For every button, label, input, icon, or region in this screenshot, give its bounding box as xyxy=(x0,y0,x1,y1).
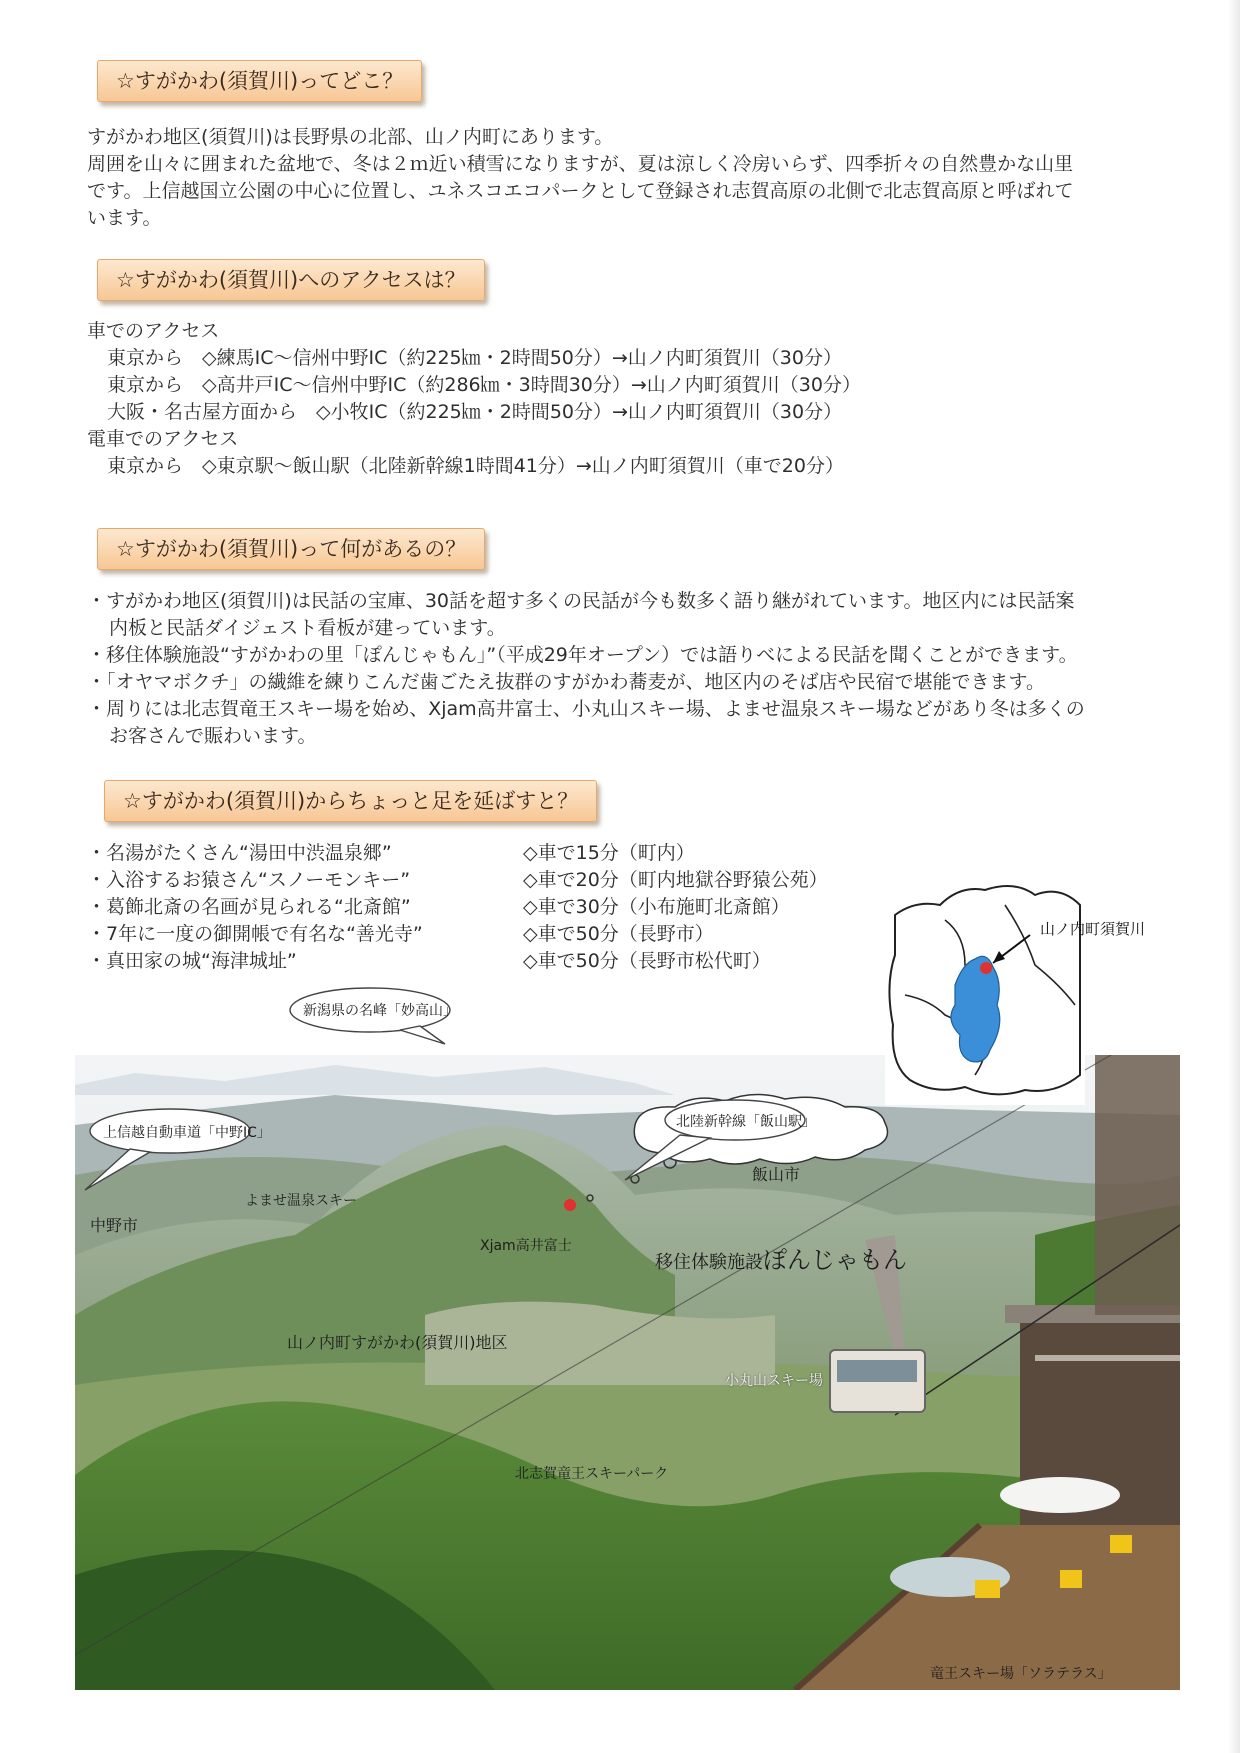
label-xjam: Xjam高井富士 xyxy=(480,1238,572,1254)
car-route: 大阪・名古屋方面から ◇小牧IC（約225㎞・2時間50分）→山ノ内町須賀川（30分） xyxy=(107,401,843,423)
label-yomase-ski: よませ温泉スキー xyxy=(245,1193,357,1209)
what-item: ・すがかわ地区(須賀川)は民話の宝庫、30話を超す多くの民話が今も数多く語り継がれています。地区内には民話案 xyxy=(87,590,1075,612)
map-marker xyxy=(980,962,992,974)
where-line: すがかわ地区(須賀川)は長野県の北部、山ノ内町にあります。 xyxy=(87,126,614,148)
nearby-place: ・葛飾北斎の名画が見られる“北斎館” xyxy=(87,896,411,918)
nearby-time: ◇車で30分（小布施町北斎館） xyxy=(523,896,790,918)
where-line: 周囲を山々に囲まれた盆地で、冬は２ｍ近い積雪になりますが、夏は涼しく冷房いらず、四季折々の自然豊かな山里 xyxy=(87,153,1074,175)
nearby-time: ◇車で15分（町内） xyxy=(523,842,695,864)
nearby-place: ・7年に一度の御開帳で有名な“善光寺” xyxy=(87,923,423,945)
callout-iiyama-station-text: 北陸新幹線「飯山駅」 xyxy=(676,1114,816,1130)
heading-where: ☆すがかわ(須賀川)ってどこ？ xyxy=(97,60,422,102)
what-item-continued: お客さんで賑わいます。 xyxy=(109,725,317,747)
map-location-label: 山ノ内町須賀川 xyxy=(1040,920,1146,938)
what-item: ・移住体験施設“すがかわの里「ぽんじゃもん」”（平成29年オープン）では語りべによる民話を聞くことができます。 xyxy=(87,644,1078,666)
location-map xyxy=(885,875,1085,1105)
label-nakano-city: 中野市 xyxy=(90,1216,139,1235)
what-item: ・「オヤマボクチ」の繊維を練りこんだ歯ごたえ抜群のすがかわ蕎麦が、地区内のそば店や民宿で堪能できます。 xyxy=(87,671,1045,693)
label-sugakawa-district: 山ノ内町すがかわ(須賀川)地区 xyxy=(287,1333,508,1352)
label-ponjamon xyxy=(655,1240,907,1275)
where-line: です。上信越国立公園の中心に位置し、ユネスコエコパークとして登録され志賀高原の北側で北志賀高原と呼ばれて xyxy=(87,180,1074,202)
nearby-place: ・名湯がたくさん“湯田中渋温泉郷” xyxy=(87,842,392,864)
callout-nakano-ic-text: 上信越自動車道「中野IC」 xyxy=(103,1125,271,1141)
train-access-title: 電車でのアクセス xyxy=(87,428,239,450)
car-access-title: 車でのアクセス xyxy=(87,320,220,342)
heading-what: ☆すがかわ(須賀川)って何があるの？ xyxy=(97,528,485,570)
label-kitashiga-ryuoo: 北志賀竜王スキーパーク xyxy=(515,1466,669,1482)
what-item: ・周りには北志賀竜王スキー場を始め、Xjam高井富士、小丸山スキー場、よませ温泉スキー場などがあり冬は多くの xyxy=(87,698,1085,720)
heading-access: ☆すがかわ(須賀川)へのアクセスは？ xyxy=(97,259,485,301)
what-item-continued: 内板と民話ダイジェスト看板が建っています。 xyxy=(109,617,506,639)
car-route: 東京から ◇練馬IC～信州中野IC（約225㎞・2時間50分）→山ノ内町須賀川（30分） xyxy=(107,347,842,369)
train-route: 東京から ◇東京駅～飯山駅（北陸新幹線1時間41分）→山ノ内町須賀川（車で20分） xyxy=(107,455,844,477)
nearby-time: ◇車で50分（長野市松代町） xyxy=(523,950,771,972)
nearby-place: ・入浴するお猿さん“スノーモンキー” xyxy=(87,869,411,891)
label-komaruyama: 小丸山スキー場 xyxy=(725,1373,823,1389)
heading-nearby: ☆すがかわ(須賀川)からちょっと足を延ばすと？ xyxy=(104,780,597,822)
nearby-time: ◇車で20分（町内地獄谷野猿公苑） xyxy=(523,869,828,891)
callout-myoko-text: 新潟県の名峰「妙高山」 xyxy=(303,1003,457,1019)
car-route: 東京から ◇高井戸IC～信州中野IC（約286㎞・3時間30分）→山ノ内町須賀川（30分） xyxy=(107,374,861,396)
nearby-place: ・真田家の城“海津城址” xyxy=(87,950,297,972)
label-sora-terrace: 竜王スキー場「ソラテラス」 xyxy=(930,1666,1112,1682)
label-ponjamon-name: ぽんじゃもん xyxy=(763,1246,907,1274)
where-line: います。 xyxy=(87,207,162,229)
nearby-time: ◇車で50分（長野市） xyxy=(523,923,714,945)
label-iiyama-city: 飯山市 xyxy=(752,1165,801,1184)
label-ponjamon-prefix: 移住体験施設 xyxy=(655,1252,763,1273)
